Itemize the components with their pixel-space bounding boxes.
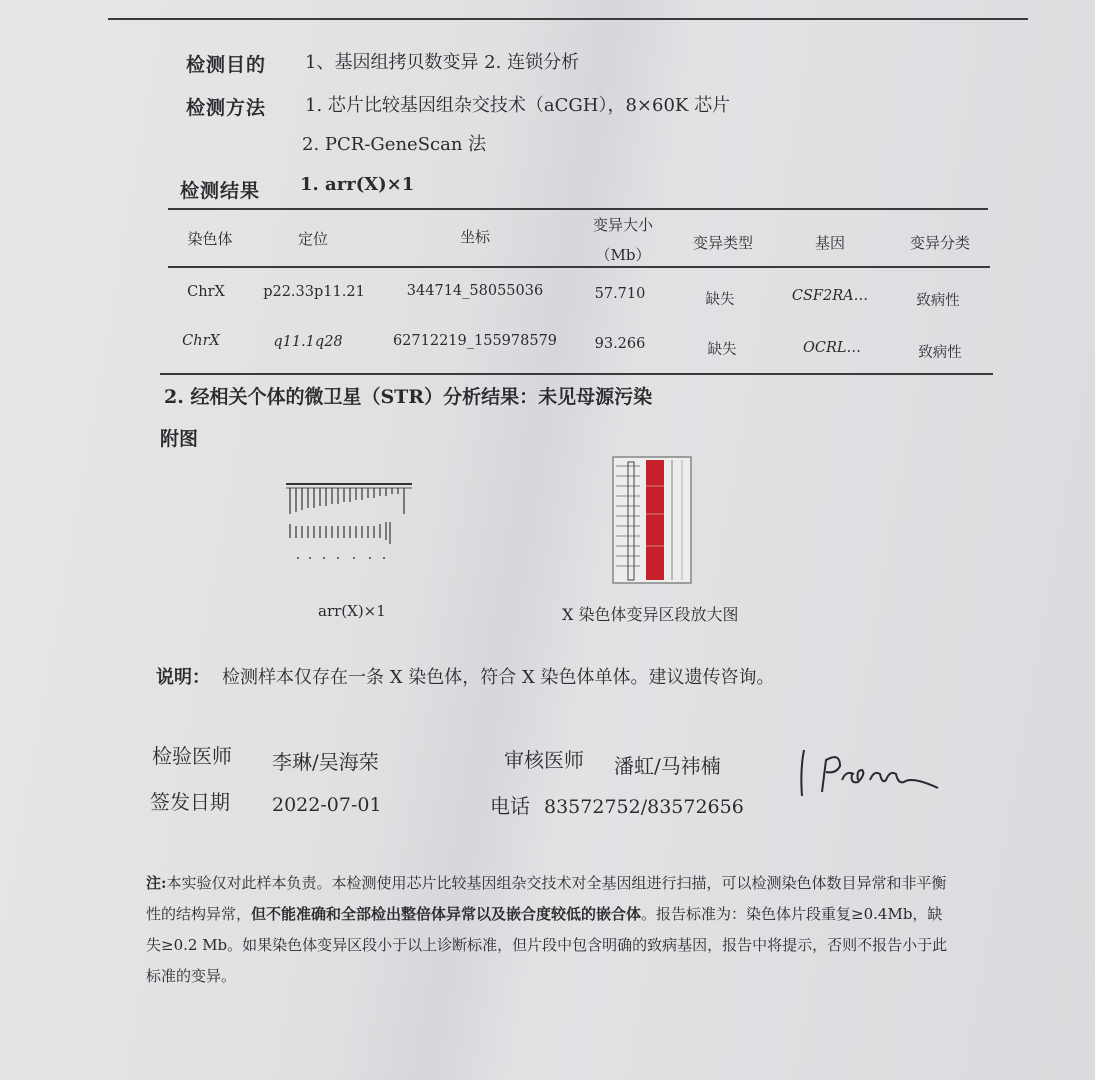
purpose-value: 1、基因组拷贝数变异 2. 连锁分析: [305, 52, 580, 73]
phone-label: 电话: [490, 794, 530, 818]
handwritten-signature: [796, 740, 946, 802]
row1-coords: 344714_58055036: [406, 283, 544, 299]
reviewer-value: 潘虹/马祎楠: [614, 754, 721, 778]
th-size-line2: （Mb）: [595, 246, 651, 264]
table-bottom-rule: [160, 373, 993, 375]
row2-gene: OCRL…: [802, 340, 862, 356]
row1-location: p22.33p11.21: [263, 284, 365, 300]
row1-chromosome: ChrX: [187, 284, 225, 300]
tester-value: 李琳/吴海荣: [272, 750, 379, 774]
method-line-1: 1. 芯片比较基因组杂交技术（aCGH），8×60K 芯片: [305, 95, 731, 116]
purpose-label: 检测目的: [186, 54, 267, 76]
row2-location: q11.1q28: [273, 334, 343, 350]
row1-size: 57.710: [594, 286, 646, 302]
explanation-text: 检测样本仅存在一条 X 染色体，符合 X 染色体单体。建议遗传咨询。: [222, 667, 775, 688]
th-gene: 基因: [814, 234, 845, 252]
method-label: 检测方法: [186, 97, 267, 119]
row2-size: 93.266: [594, 336, 646, 352]
th-location: 定位: [297, 230, 328, 248]
th-size-line1: 变异大小: [592, 216, 653, 234]
row2-chromosome: ChrX: [182, 333, 220, 349]
date-value: 2022-07-01: [272, 794, 382, 816]
figure-label: 附图: [160, 428, 199, 450]
zoom-figure: [612, 456, 692, 586]
note-part-2: 。报告标准为：染色体片段重复≥0.4Mb，缺失≥0.2 Mb。如果染色体变异区段小于以上诊断标准，但片段中包含明确的致病基因，报告中将提示，否则不报告小于此标准的变异。: [146, 905, 948, 985]
note-label: 注:: [146, 874, 167, 892]
row2-coords: 62712219_155978579: [392, 333, 558, 349]
row1-gene: CSF2RA…: [791, 288, 869, 304]
note-part-1: 本实验仅对此样本负责。本检测使用芯片比较基因组杂交技术对全基因组进行扫描，可以检测染色体数目异常和非平衡性的结构异常，: [146, 874, 947, 923]
th-class: 变异分类: [909, 234, 970, 252]
tester-label: 检验医师: [152, 744, 232, 768]
karyotype-figure: [280, 478, 420, 568]
method-line-2: 2. PCR-GeneScan 法: [302, 134, 487, 155]
result-label: 检测结果: [180, 180, 261, 202]
th-coords: 坐标: [459, 228, 490, 246]
top-divider: [108, 18, 1028, 20]
phone-value: 83572752/83572656: [544, 796, 744, 818]
table-header-rule: [168, 266, 990, 268]
note-bold: 但不能准确和全部检出整倍体异常以及嵌合度较低的嵌合体: [251, 905, 642, 923]
row2-type: 缺失: [707, 342, 737, 358]
th-chromosome: 染色体: [187, 230, 233, 248]
row2-class: 致病性: [918, 345, 962, 361]
th-type: 变异类型: [692, 234, 753, 252]
result-value: 1. arr(X)×1: [300, 174, 415, 195]
table-top-rule: [168, 208, 988, 210]
row1-class: 致病性: [916, 293, 960, 309]
reviewer-label: 审核医师: [504, 748, 584, 772]
zoom-caption: X 染色体变异区段放大图: [562, 605, 739, 624]
str-result: 2. 经相关个体的微卫星（STR）分析结果：未见母源污染: [164, 386, 653, 408]
footnote: [146, 868, 956, 992]
karyotype-caption: arr(X)×1: [318, 602, 386, 620]
row1-type: 缺失: [705, 292, 735, 308]
date-label: 签发日期: [150, 790, 230, 814]
explanation-label: 说明：: [156, 667, 210, 688]
